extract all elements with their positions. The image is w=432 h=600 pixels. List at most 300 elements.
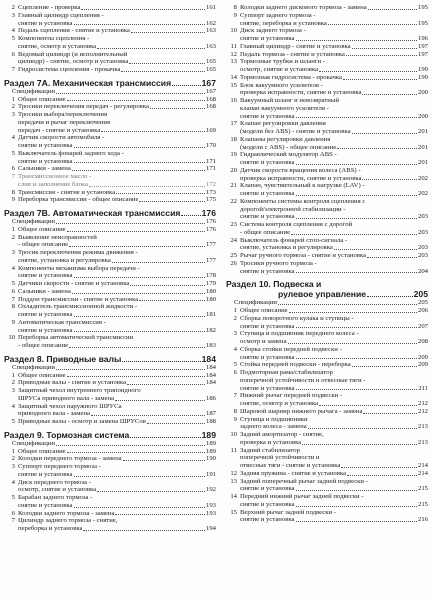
entry-line	[18, 403, 216, 411]
entry-line	[18, 525, 216, 533]
entry-title: снятие и установка	[240, 35, 295, 42]
entry-title: Переборка трансмиссии - общее описание	[18, 196, 139, 204]
leader-dots	[352, 43, 417, 49]
entry-body	[240, 182, 428, 198]
toc-entry[interactable]	[4, 4, 216, 12]
entry-body	[18, 249, 216, 265]
entry-title: Датчики скорости - снятие и установка	[18, 280, 130, 287]
entry-line	[18, 510, 216, 518]
entry-line	[240, 268, 428, 276]
entry-body	[18, 234, 216, 250]
entry-body	[18, 303, 216, 319]
entry-title: Задняя пружина - снятие и установка	[240, 469, 347, 477]
toc-entry[interactable]	[226, 120, 428, 136]
entry-page-number: 165	[205, 66, 216, 73]
entry-title: - общее описание	[18, 241, 69, 249]
section-title-continued: рулевое управление	[278, 289, 367, 300]
entry-title: Рычаг ручного тормоза - снятие и установка	[240, 252, 367, 259]
entry-title: снятие и установка	[240, 322, 295, 330]
entry-body	[18, 296, 216, 304]
entry-line	[240, 113, 428, 121]
toc-entry[interactable]	[226, 447, 428, 470]
entry-body	[18, 27, 216, 35]
entry-page-number: 200	[417, 112, 428, 120]
toc-entry[interactable]	[4, 319, 216, 335]
toc-entry[interactable]	[4, 379, 216, 387]
entry-line	[240, 58, 428, 66]
toc-entry[interactable]	[226, 392, 428, 408]
entry-page-number: 208	[417, 338, 428, 345]
section-heading-continued[interactable]	[226, 289, 428, 299]
entry-title: Спецификации	[12, 439, 55, 447]
entry-page-number: 176	[205, 218, 216, 225]
entry-number: 6	[11, 50, 15, 58]
toc-entry[interactable]	[226, 307, 428, 315]
toc-entry[interactable]	[226, 237, 428, 253]
entry-title: Тросики выбора/переключения	[18, 111, 108, 118]
toc-entry[interactable]	[4, 510, 216, 518]
entry-title: Диск заднего тормоза -	[240, 27, 306, 35]
leader-dots	[296, 113, 417, 119]
leader-dots	[296, 501, 417, 507]
entry-page-number: 201	[417, 128, 428, 135]
entry-number: 2	[11, 455, 15, 463]
toc-entry[interactable]	[226, 198, 428, 221]
entry-number: 5	[11, 418, 15, 425]
entry-line	[18, 142, 216, 150]
entry-number: 2	[11, 103, 15, 111]
toc-entry[interactable]	[226, 51, 428, 59]
entry-line	[18, 58, 216, 66]
entry-title: снятие и установка	[240, 159, 295, 166]
entry-title: Тросики ручного тормоза -	[240, 259, 317, 267]
toc-entry[interactable]	[4, 517, 216, 533]
entry-page-number: 212	[417, 400, 428, 407]
entry-line	[18, 51, 216, 59]
entry-page-number: 209	[417, 353, 428, 361]
toc-entry[interactable]	[226, 43, 428, 51]
entry-page-number: 162	[205, 19, 216, 27]
entry-body	[240, 447, 428, 470]
toc-entry[interactable]	[226, 252, 428, 260]
entry-title: Защитный чехол наружного ШРУСа	[18, 402, 122, 410]
leader-dots	[74, 272, 205, 278]
entry-line	[18, 196, 216, 204]
entry-body	[240, 478, 428, 494]
entry-line	[18, 395, 216, 403]
toc-entry[interactable]	[226, 478, 428, 494]
entry-body	[240, 260, 428, 276]
toc-entry[interactable]	[226, 315, 428, 331]
toc-entry[interactable]	[226, 82, 428, 98]
entry-number: 15	[230, 508, 237, 516]
entry-page-number: 163	[205, 27, 216, 35]
entry-number: 5	[11, 149, 15, 157]
entry-number: 13	[230, 58, 237, 66]
entry-number: 20	[230, 166, 237, 174]
section-page-number: 189	[201, 429, 216, 440]
toc-entry[interactable]	[226, 408, 428, 416]
entry-title: Сцепление - проверка	[18, 4, 81, 11]
entry-line	[240, 221, 428, 229]
entry-title: Выключатель фонарей стоп-сигнала -	[240, 236, 348, 244]
entry-page-number: 215	[417, 500, 428, 508]
toc-entry[interactable]	[4, 66, 216, 74]
toc-entry[interactable]	[4, 448, 216, 456]
entry-title: Защитный чехол внутреннего трипоидного	[18, 387, 141, 394]
section-heading[interactable]	[4, 430, 216, 440]
entry-page-number: 214	[417, 462, 428, 469]
toc-entry[interactable]	[226, 58, 428, 74]
entry-line	[240, 423, 428, 431]
entry-title: Трансмиссионное масло -	[18, 173, 92, 180]
entry-title: снятие и установка	[18, 326, 73, 334]
toc-entry[interactable]	[4, 296, 216, 304]
entry-page-number: 184	[205, 371, 216, 379]
entry-title: Гидросистема сцепления - прокачка	[18, 66, 121, 73]
toc-entry[interactable]	[4, 494, 216, 510]
entry-title: Спецификации	[234, 299, 277, 307]
toc-entry[interactable]	[4, 150, 216, 166]
entry-line	[18, 494, 216, 502]
toc-entry[interactable]	[4, 111, 216, 134]
toc-entry[interactable]	[226, 470, 428, 478]
entry-page-number: 172	[205, 180, 216, 188]
entry-body	[240, 120, 428, 136]
entry-body	[240, 198, 428, 221]
leader-dots	[352, 361, 417, 367]
toc-entry[interactable]	[4, 96, 216, 104]
entry-page-number: 214	[417, 469, 428, 477]
toc-entry[interactable]	[4, 226, 216, 234]
toc-entry[interactable]	[226, 221, 428, 237]
entry-title: отвесные тяги - снятие и установка	[240, 462, 341, 469]
entry-title: - общее описание	[18, 342, 69, 349]
entry-page-number: 184	[205, 363, 216, 371]
toc-entry[interactable]	[4, 234, 216, 250]
entry-line	[240, 385, 428, 393]
toc-entry[interactable]	[226, 182, 428, 198]
toc-entry[interactable]	[4, 303, 216, 319]
entry-body	[240, 416, 428, 432]
toc-entry[interactable]	[226, 136, 428, 152]
entry-page-number: 212	[417, 407, 428, 415]
toc-entry[interactable]	[4, 165, 216, 173]
toc-entry[interactable]	[4, 403, 216, 419]
entry-body	[240, 151, 428, 167]
entry-title: Вакуумный шланг и невозвратный	[240, 97, 339, 104]
toc-entry[interactable]	[226, 509, 428, 525]
toc-entry[interactable]	[4, 27, 216, 35]
section-heading[interactable]	[4, 208, 216, 218]
entry-page-number: 180	[205, 287, 216, 295]
toc-entry[interactable]	[226, 346, 428, 362]
entry-page-number: 192	[205, 486, 216, 494]
entry-title: Сальники - замена	[18, 165, 71, 173]
toc-entry[interactable]	[4, 479, 216, 495]
entry-line	[240, 151, 428, 159]
leader-dots	[181, 215, 200, 216]
leader-dots	[130, 437, 200, 438]
entry-title: снятие, установка и регулировка	[18, 256, 111, 264]
entry-number: 1	[233, 307, 237, 314]
entry-body	[18, 280, 216, 288]
section-heading[interactable]	[226, 279, 428, 289]
entry-number: 9	[11, 196, 15, 204]
entry-page-number: 201	[417, 159, 428, 166]
entry-line	[240, 252, 428, 260]
entry-number: 3	[11, 111, 15, 118]
entry-page-number: 182	[205, 326, 216, 334]
specifications-entry[interactable]	[4, 218, 216, 226]
entry-title: Приводные валы - снятие и установка	[18, 379, 127, 387]
entry-line	[240, 501, 428, 509]
toc-entry[interactable]	[226, 431, 428, 447]
toc-entry[interactable]	[4, 463, 216, 479]
entry-line	[18, 471, 216, 479]
entry-page-number: 203	[417, 213, 428, 221]
leader-dots	[139, 196, 204, 202]
entry-body	[240, 408, 428, 416]
toc-entry[interactable]	[4, 134, 216, 150]
entry-title: снятие и установка	[240, 112, 295, 120]
toc-entry[interactable]	[226, 27, 428, 43]
entry-number: 3	[11, 249, 15, 256]
entry-number: 3	[11, 463, 15, 470]
entry-number: 11	[230, 446, 237, 454]
entry-title: снятие, установка и регулировка	[240, 244, 333, 252]
entry-title: Блок вакуумного усилителя -	[240, 81, 323, 89]
entry-number: 7	[11, 66, 15, 73]
entry-title: снятие и установка	[18, 470, 73, 478]
toc-entry[interactable]	[4, 387, 216, 403]
entry-line	[18, 4, 216, 12]
entry-page-number: 188	[205, 418, 216, 425]
toc-entry[interactable]	[226, 151, 428, 167]
entry-line	[18, 111, 216, 119]
entry-line	[240, 454, 428, 462]
entry-title: Ведомый цилиндр (и исполнительный	[18, 50, 128, 58]
specifications-entry[interactable]	[4, 440, 216, 448]
entry-title: снятие и установка	[240, 516, 295, 524]
entry-line	[240, 12, 428, 20]
entry-body	[240, 43, 428, 51]
leader-dots	[56, 440, 205, 446]
entry-page-number: 203	[417, 252, 428, 259]
entry-line	[18, 448, 216, 456]
entry-line	[240, 493, 428, 501]
leader-dots	[101, 127, 205, 133]
entry-number: 4	[11, 134, 15, 142]
toc-entry[interactable]	[226, 12, 428, 28]
entry-title: осмотр и замена	[240, 338, 287, 345]
entry-line	[18, 173, 216, 181]
entry-line	[18, 418, 216, 426]
entry-body	[18, 226, 216, 234]
entry-title: поперечной устойчивости и отвесные тяги -	[240, 376, 366, 384]
entry-body	[18, 379, 216, 387]
entry-body	[18, 111, 216, 134]
entry-body	[18, 96, 216, 104]
entry-title: снятие и установка	[240, 267, 295, 275]
toc-right-column	[226, 4, 428, 524]
toc-entry[interactable]	[4, 265, 216, 281]
toc-entry[interactable]	[4, 372, 216, 380]
entry-line	[18, 165, 216, 173]
toc-entry[interactable]	[4, 173, 216, 189]
entry-line	[240, 485, 428, 493]
entry-line	[240, 439, 428, 447]
specifications-entry[interactable]	[4, 364, 216, 372]
entry-line	[18, 303, 216, 311]
leader-dots	[115, 395, 205, 401]
entry-body	[18, 463, 216, 479]
entry-title: Задний стабилизатор	[240, 446, 300, 454]
entry-line	[18, 517, 216, 525]
leader-dots	[56, 364, 205, 370]
toc-entry[interactable]	[226, 167, 428, 183]
leader-dots	[67, 448, 205, 454]
toc-entry[interactable]	[4, 12, 216, 28]
entry-line	[240, 182, 428, 190]
entry-page-number: 197	[417, 42, 428, 50]
leader-dots	[74, 142, 205, 148]
toc-entry[interactable]	[226, 493, 428, 509]
toc-entry[interactable]	[226, 361, 428, 369]
leader-dots	[69, 241, 205, 247]
entry-body	[18, 12, 216, 28]
entry-line	[240, 416, 428, 424]
toc-entry[interactable]	[226, 416, 428, 432]
section-heading[interactable]	[4, 354, 216, 364]
toc-entry[interactable]	[4, 103, 216, 111]
entry-number: 17	[230, 120, 237, 128]
leader-dots	[308, 423, 417, 429]
entry-number: 6	[11, 165, 15, 173]
entry-body	[240, 369, 428, 392]
entry-line	[240, 35, 428, 43]
entry-page-number: 202	[417, 190, 428, 197]
entry-title: ШРУСа приводного вала - замена	[18, 394, 115, 402]
entry-line	[18, 502, 216, 510]
toc-entry[interactable]	[4, 196, 216, 204]
entry-number: 4	[11, 478, 15, 486]
entry-title: Тросик переключения режима движения -	[18, 249, 138, 256]
entry-title: Гидравлический модулятор ABS -	[240, 151, 337, 159]
entry-page-number: 202	[417, 174, 428, 182]
entry-line	[240, 462, 428, 470]
entry-title: снятие и установка	[18, 272, 73, 280]
leader-dots	[74, 311, 205, 317]
toc-entry[interactable]	[4, 280, 216, 288]
toc-entry[interactable]	[4, 249, 216, 265]
entry-number: 7	[233, 392, 237, 400]
toc-entry[interactable]	[4, 51, 216, 67]
entry-title: Общее описание	[18, 371, 66, 379]
entry-line	[18, 387, 216, 395]
toc-entry[interactable]	[226, 97, 428, 120]
entry-page-number: 187	[205, 410, 216, 418]
toc-entry[interactable]	[4, 334, 216, 350]
entry-number: 7	[11, 295, 15, 303]
entry-body	[240, 136, 428, 152]
toc-entry[interactable]	[4, 189, 216, 197]
toc-entry[interactable]	[226, 369, 428, 392]
entry-title: Выявление неисправностей	[18, 233, 97, 241]
entry-body	[18, 418, 216, 426]
leader-dots	[91, 410, 205, 416]
leader-dots	[347, 470, 417, 476]
toc-entry[interactable]	[226, 4, 428, 12]
entry-title: Датчик скорости автомобиля -	[18, 134, 105, 142]
entry-body	[18, 4, 216, 12]
toc-entry[interactable]	[4, 455, 216, 463]
entry-number: 15	[230, 81, 237, 89]
leader-dots	[288, 338, 417, 344]
entry-line	[18, 134, 216, 142]
specifications-entry[interactable]	[226, 299, 428, 307]
toc-entry[interactable]	[226, 74, 428, 82]
entry-page-number: 215	[417, 485, 428, 493]
entry-page-number: 213	[417, 423, 428, 431]
entry-body	[240, 252, 428, 260]
entry-line	[18, 379, 216, 387]
entry-line	[240, 89, 428, 97]
section-heading[interactable]	[4, 78, 216, 88]
leader-dots	[296, 323, 417, 329]
entry-line	[240, 190, 428, 198]
toc-entry[interactable]	[226, 330, 428, 346]
entry-number: 11	[230, 42, 237, 50]
entry-body	[240, 493, 428, 509]
toc-entry[interactable]	[226, 260, 428, 276]
entry-title: Клапан регулировки давления	[240, 120, 326, 128]
entry-number: 13	[230, 477, 237, 485]
entry-line	[240, 447, 428, 455]
entry-line	[240, 392, 428, 400]
entry-page-number: 203	[417, 228, 428, 236]
entry-page-number: 203	[417, 244, 428, 252]
entry-line	[18, 127, 216, 135]
entry-body	[18, 51, 216, 67]
entry-page-number: 199	[417, 73, 428, 81]
entry-number: 6	[11, 509, 15, 517]
leader-dots	[296, 159, 417, 165]
entry-title: Диск переднего тормоза -	[18, 478, 91, 486]
toc-entry[interactable]	[4, 35, 216, 51]
leader-dots	[296, 485, 417, 491]
entry-title: - общее описание	[240, 228, 291, 236]
entry-title: Суппорт заднего тормоза -	[240, 11, 316, 19]
entry-number: 3	[11, 387, 15, 394]
entry-title: Общее описание	[18, 225, 66, 233]
leader-dots	[319, 66, 417, 72]
toc-entry[interactable]	[4, 288, 216, 296]
entry-number: 18	[230, 135, 237, 143]
specifications-entry[interactable]	[4, 88, 216, 96]
toc-left-column	[4, 4, 216, 533]
entry-body	[18, 334, 216, 350]
entry-title: Главный цилиндр - снятие и установка	[240, 42, 351, 50]
entry-title: Шаровой шарнир нижнего рычага - замена	[240, 407, 363, 415]
entry-title: снятие и установка	[18, 311, 73, 318]
entry-title: снятие и установка	[240, 384, 295, 392]
entry-title: Охладитель трансмиссионной жидкости -	[18, 303, 138, 311]
entry-line	[240, 346, 428, 354]
toc-entry[interactable]	[4, 418, 216, 426]
entry-body	[18, 455, 216, 463]
leader-dots	[81, 4, 205, 10]
